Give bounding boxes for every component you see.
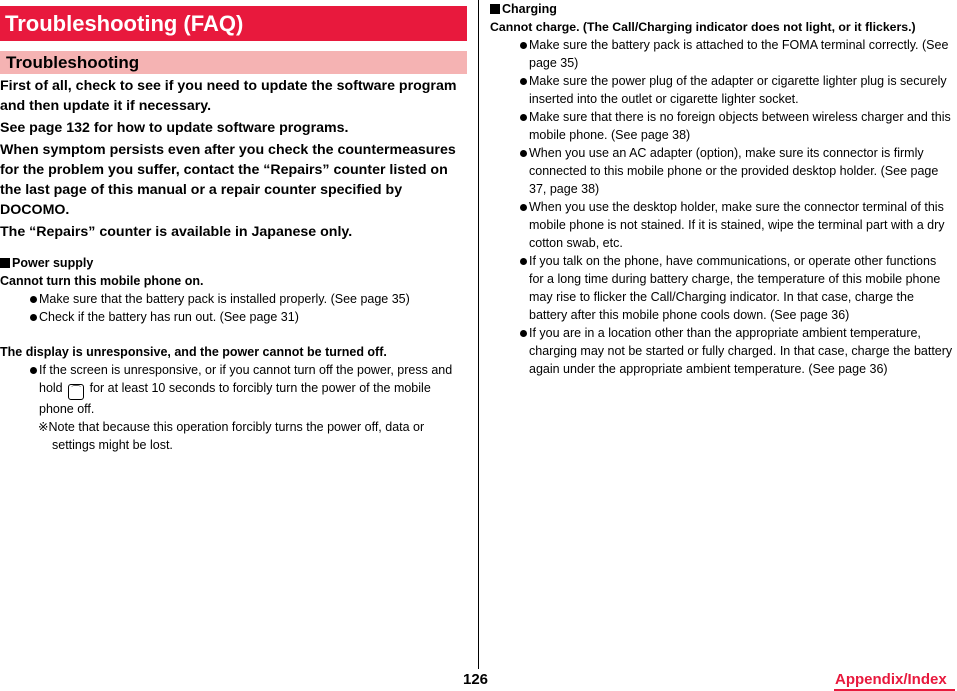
list-item-text: Make sure that there is no foreign objects between wireless charger and this mobile phone. (See page 38) <box>529 110 951 142</box>
column-divider <box>478 0 479 669</box>
charging-section <box>490 1 954 378</box>
list-item <box>490 108 954 144</box>
charging-heading <box>490 1 954 18</box>
list-item <box>0 361 467 418</box>
end-call-key-icon: ⌒ <box>68 384 84 400</box>
list-item <box>490 198 954 252</box>
list-item <box>490 36 954 72</box>
power-supply-heading-label: Power supply <box>12 256 94 270</box>
section-subtitle: Troubleshooting <box>0 51 467 74</box>
power-supply-section <box>0 255 467 326</box>
page-number: 126 <box>463 671 489 688</box>
problem-title: Cannot charge. (The Call/Charging indicator does not light, or it flickers.) <box>490 20 916 34</box>
bullet-icon <box>520 204 527 211</box>
display-unresponsive-section <box>0 343 467 454</box>
bullet-icon <box>520 258 527 265</box>
intro-paragraph-4: The “Repairs” counter is available in Japanese only. <box>0 224 353 240</box>
intro-paragraph-1: First of all, check to see if you need to update the software program and then update it if necessary. <box>0 78 457 114</box>
square-bullet-icon <box>490 4 500 14</box>
bullet-icon <box>520 150 527 157</box>
intro-text <box>0 76 467 244</box>
bullet-icon <box>30 314 37 321</box>
list-item-text: If the screen is unresponsive, or if you cannot turn off the power, press and hold <box>39 363 453 395</box>
list-item <box>0 290 467 308</box>
list-item-text: If you are in a location other than the appropriate ambient temperature, charging may not be started or fully charged. In that case, charge the battery again under the appropriate ambient temperature. (See page 36) <box>529 326 953 376</box>
square-bullet-icon <box>0 258 10 268</box>
solution-list <box>0 361 467 418</box>
note-text: ※Note that because this operation forcibly turns the power off, data or settings might be lost. <box>38 420 425 452</box>
intro-paragraph-3: When symptom persists even after you check the countermeasures for the problem you suffer, contact the “Repairs” counter listed on the last page of this manual or a repair counter specified by DOCOMO. <box>0 142 456 218</box>
solution-list <box>0 290 467 326</box>
page-title: Troubleshooting (FAQ) <box>0 6 467 41</box>
list-item-text: Make sure the power plug of the adapter or cigarette lighter plug is securely inserted into the outlet or cigarette lighter socket. <box>529 74 947 106</box>
list-item-text: When you use the desktop holder, make sure the connector terminal of this mobile phone is not stained. If it is stained, wipe the terminal part with a dry cotton swab, etc. <box>529 200 945 250</box>
list-item-text: for at least 10 seconds to forcibly turn the power of the mobile phone off. <box>39 381 431 416</box>
bullet-icon <box>30 367 37 374</box>
bullet-icon <box>520 78 527 85</box>
list-item-text: Make sure that the battery pack is installed properly. (See page 35) <box>39 292 410 306</box>
list-item-text: Check if the battery has run out. (See page 31) <box>39 310 299 324</box>
list-item-text: Make sure the battery pack is attached to the FOMA terminal correctly. (See page 35) <box>529 38 949 70</box>
charging-heading-label: Charging <box>502 2 557 16</box>
list-item <box>490 144 954 198</box>
list-item <box>0 308 467 326</box>
bullet-icon <box>520 114 527 121</box>
bullet-icon <box>520 330 527 337</box>
problem-title: Cannot turn this mobile phone on. <box>0 274 204 288</box>
intro-paragraph-2: See page 132 for how to update software programs. <box>0 120 349 136</box>
list-item <box>490 252 954 324</box>
list-item <box>490 72 954 108</box>
solution-list <box>490 36 954 378</box>
power-supply-heading <box>0 255 467 272</box>
bullet-icon <box>520 42 527 49</box>
list-item-text: When you use an AC adapter (option), make sure its connector is firmly connected to this mobile phone or the provided desktop holder. (See page 37, page 38) <box>529 146 939 196</box>
list-item-text: If you talk on the phone, have communications, or operate other functions for a long time during battery charge, the temperature of this mobile phone may rise to flicker the Call/Charging indicator. In that case, charge the battery after this mobile phone cools down. (See page 36) <box>529 254 941 322</box>
appendix-index-link[interactable]: Appendix/Index <box>835 671 947 688</box>
problem-title: The display is unresponsive, and the power cannot be turned off. <box>0 345 387 359</box>
bullet-icon <box>30 296 37 303</box>
list-item <box>490 324 954 378</box>
